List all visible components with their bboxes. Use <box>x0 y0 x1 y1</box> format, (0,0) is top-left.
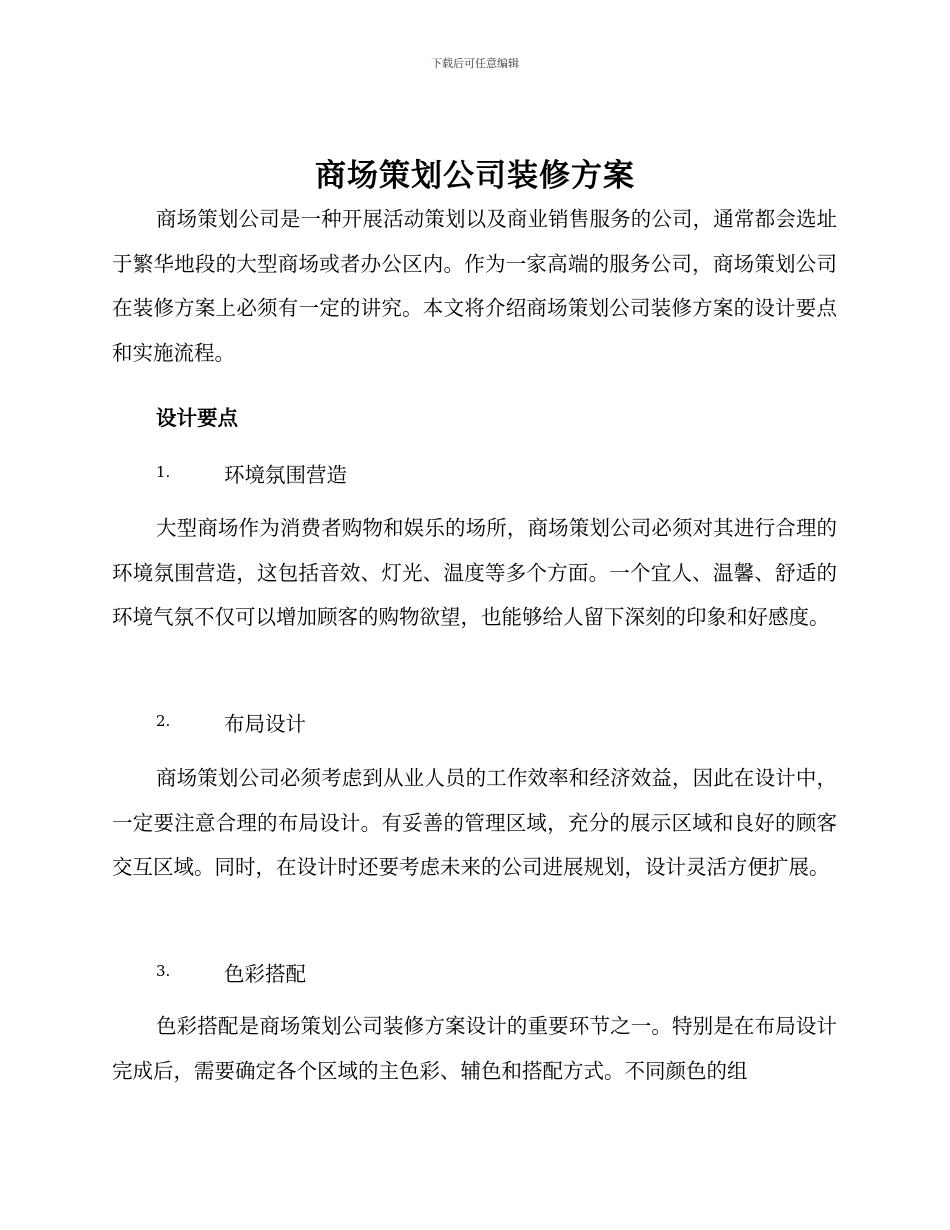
document-title: 商场策划公司装修方案 <box>315 158 635 194</box>
list-number: 1. <box>156 463 171 481</box>
list-label: 色彩搭配 <box>224 962 306 986</box>
paragraph-layout: 商场策划公司必须考虑到从业人员的工作效率和经济效益，因此在设计中，一定要注意合理的布局设计。有妥善的管理区域，充分的展示区域和良好的顾客交互区域。同时，在设计时还要考虑未来的公司进展规划，设计灵活方便扩展。 <box>112 766 837 879</box>
list-item-1 <box>156 458 556 486</box>
list-label: 环境氛围营造 <box>224 463 347 487</box>
list-number: 2. <box>156 712 171 730</box>
section-heading-design-points: 设计要点 <box>156 406 238 430</box>
list-number: 3. <box>156 962 171 980</box>
list-item-3 <box>156 957 556 985</box>
paragraph-environment: 大型商场作为消费者购物和娱乐的场所，商场策划公司必须对其进行合理的环境氛围营造，这包括音效、灯光、温度等多个方面。一个宜人、温馨、舒适的环境气氛不仅可以增加顾客的购物欲望，也能够给人留下深刻的印象和好感度。 <box>112 516 837 629</box>
download-note: 下载后可任意编辑 <box>431 57 519 70</box>
intro-paragraph: 商场策划公司是一种开展活动策划以及商业销售服务的公司，通常都会选址于繁华地段的大型商场或者办公区内。作为一家高端的服务公司，商场策划公司在装修方案上必须有一定的讲究。本文将介绍商场策划公司装修方案的设计要点和实施流程。 <box>112 207 837 365</box>
list-label: 布局设计 <box>224 712 306 736</box>
paragraph-color: 色彩搭配是商场策划公司装修方案设计的重要环节之一。特别是在布局设计完成后，需要确定各个区域的主色彩、辅色和搭配方式。不同颜色的组 <box>112 1014 837 1083</box>
list-item-2 <box>156 707 556 735</box>
